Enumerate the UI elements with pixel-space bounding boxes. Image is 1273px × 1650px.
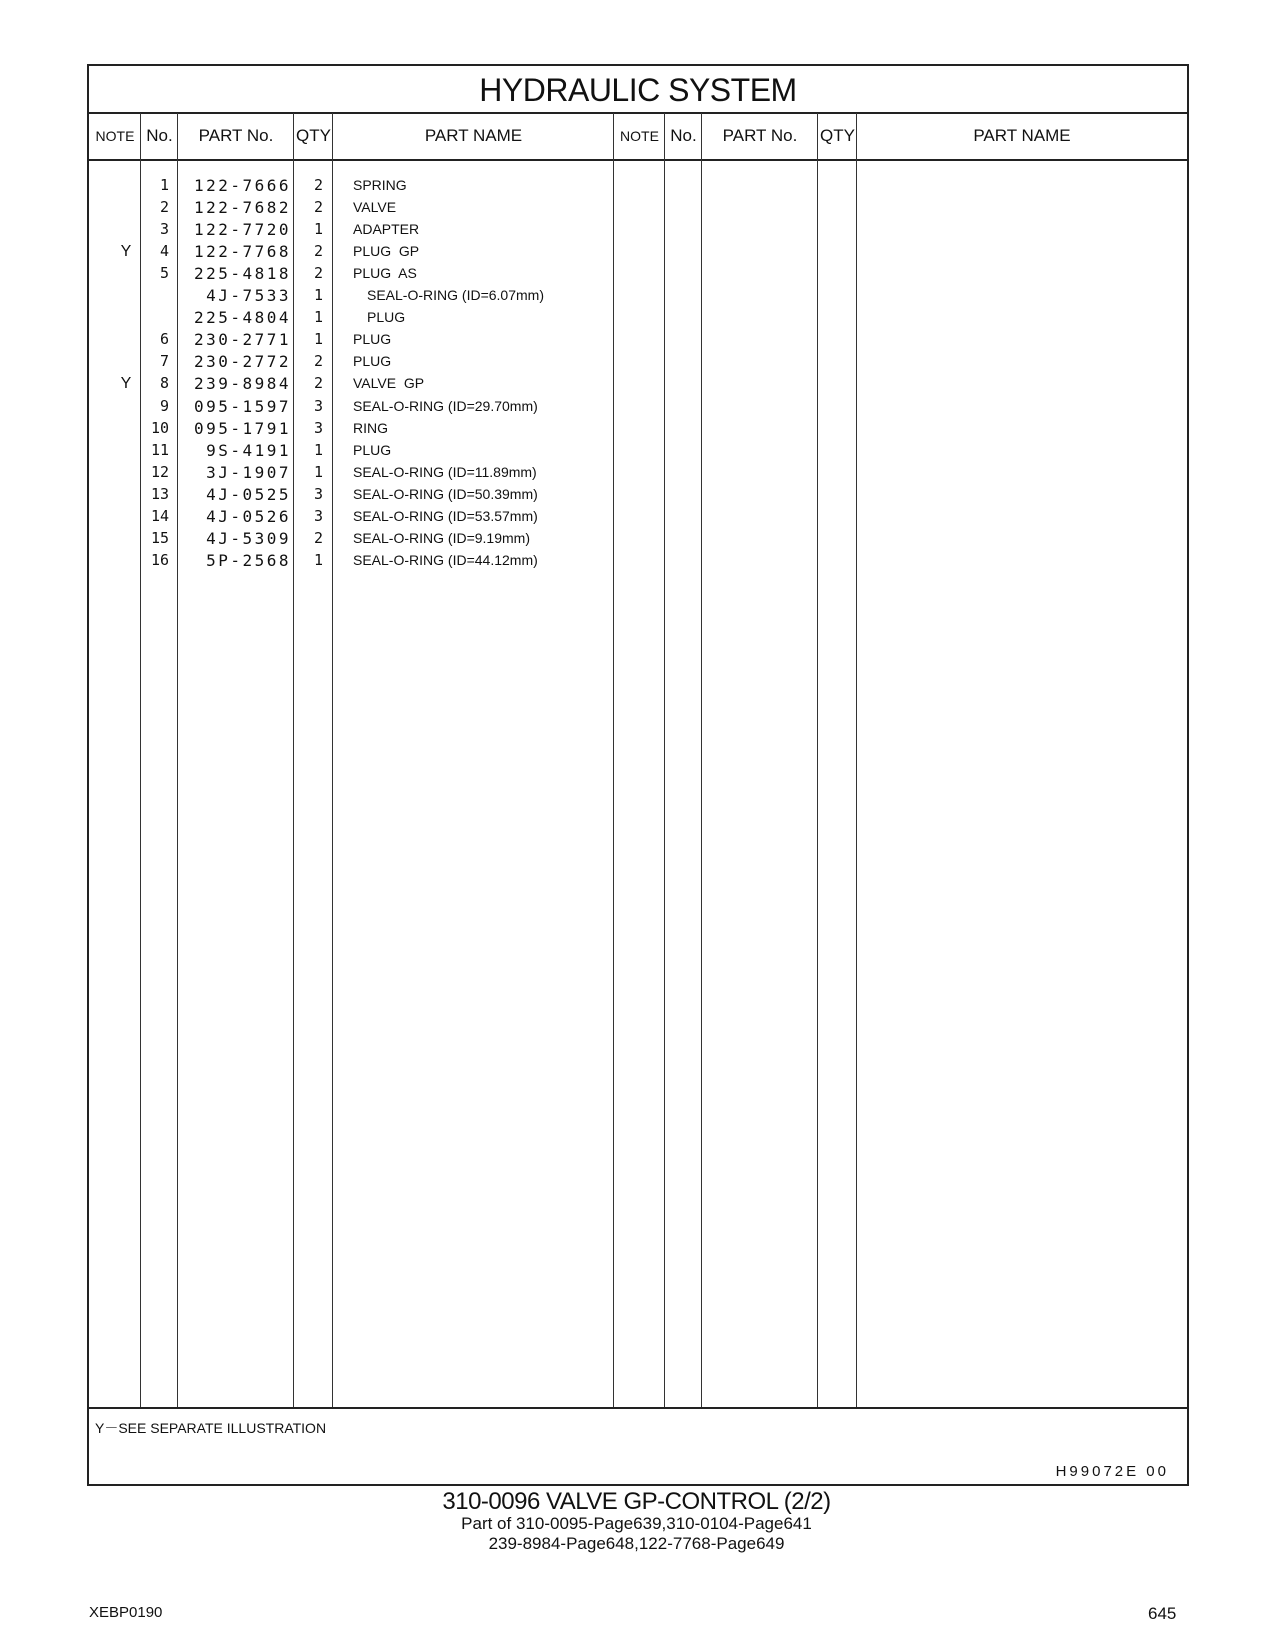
part-name-cell: VALVE GP	[353, 375, 425, 392]
item-number-cell: 9	[159, 396, 169, 415]
table-row	[89, 218, 639, 241]
item-number-cell: 8	[159, 374, 169, 393]
item-number-cell: 16	[150, 550, 169, 569]
item-number-cell: 4	[159, 242, 169, 261]
header-part-name-left: PART NAME	[424, 126, 523, 145]
table-row	[89, 306, 639, 329]
item-number-cell: 12	[150, 462, 169, 481]
item-number-cell: 6	[159, 330, 169, 349]
note-cell: Y	[120, 375, 132, 393]
quantity-cell: 3	[313, 396, 323, 415]
part-number-cell: 4J-5309	[206, 528, 291, 548]
part-number-cell: 225-4804	[193, 308, 291, 328]
part-name-cell: SEAL-O-RING (ID=50.39mm)	[353, 485, 538, 502]
quantity-cell: 3	[313, 506, 323, 525]
quantity-cell: 2	[313, 242, 323, 261]
reference-code: H99072E 00	[1055, 1463, 1169, 1480]
caption-reference-2: 239-8984-Page648,122-7768-Page649	[488, 1534, 785, 1553]
table-row	[89, 549, 639, 572]
footer-divider	[89, 1407, 1187, 1409]
table-row	[89, 461, 639, 484]
quantity-cell: 1	[313, 330, 323, 349]
table-row	[89, 439, 639, 462]
column-line	[817, 113, 818, 1408]
column-line	[856, 113, 857, 1408]
table-row	[89, 240, 639, 263]
header-no-left: No.	[146, 126, 173, 145]
table-row	[89, 395, 639, 418]
header-note-right: NOTE	[620, 128, 659, 144]
quantity-cell: 1	[313, 440, 323, 459]
part-name-cell: SEAL-O-RING (ID=9.19mm)	[353, 529, 530, 546]
part-number-cell: 122-7666	[193, 176, 291, 195]
item-number-cell: 5	[159, 264, 169, 283]
note-cell: Y	[120, 243, 132, 261]
part-name-cell: PLUG GP	[353, 243, 420, 260]
part-name-cell: ADAPTER	[353, 221, 420, 238]
part-name-cell: PLUG AS	[353, 265, 417, 282]
header-qty-left: QTY	[296, 126, 331, 145]
table-row	[89, 350, 639, 373]
header-divider	[89, 159, 1187, 161]
header-no-right: No.	[670, 126, 697, 145]
part-name-cell: VALVE	[353, 199, 397, 216]
header-qty-right: QTY	[820, 126, 855, 145]
quantity-cell: 1	[313, 308, 323, 327]
part-number-cell: 095-1791	[193, 418, 291, 438]
quantity-cell: 3	[313, 484, 323, 503]
item-number-cell: 15	[150, 528, 169, 547]
item-number-cell: 1	[159, 176, 169, 194]
part-name-cell: PLUG	[353, 441, 392, 458]
part-name-cell: PLUG	[353, 331, 392, 348]
table-row	[89, 483, 639, 506]
document-code: XEBP0190	[89, 1604, 163, 1621]
part-number-cell: 5P-2568	[206, 550, 291, 570]
part-number-cell: 230-2771	[193, 330, 291, 350]
part-name-cell: SEAL-O-RING (ID=6.07mm)	[367, 287, 544, 304]
quantity-cell: 1	[313, 550, 323, 569]
table-row	[89, 527, 639, 550]
table-row	[89, 174, 639, 197]
part-number-cell: 4J-0525	[206, 484, 291, 504]
quantity-cell: 2	[313, 352, 323, 371]
header-part-name-right: PART NAME	[973, 126, 1071, 145]
part-name-cell: SEAL-O-RING (ID=44.12mm)	[353, 551, 538, 568]
quantity-cell: 2	[313, 264, 323, 283]
quantity-cell: 2	[313, 528, 323, 547]
section-title: HYDRAULIC SYSTEM	[479, 72, 797, 108]
item-number-cell: 10	[150, 418, 169, 437]
caption-reference-1: Part of 310-0095-Page639,310-0104-Page641	[461, 1514, 812, 1533]
part-number-cell: 9S-4191	[206, 440, 291, 460]
header-part-no-right: PART No.	[722, 126, 798, 145]
quantity-cell: 1	[313, 462, 323, 481]
table-row	[89, 196, 639, 219]
table-row	[89, 328, 639, 351]
footnote: Y－SEE SEPARATE ILLUSTRATION	[95, 1420, 327, 1436]
header-part-no-left: PART No.	[198, 126, 274, 145]
part-number-cell: 3J-1907	[206, 462, 291, 482]
quantity-cell: 2	[313, 374, 323, 393]
part-number-cell: 230-2772	[193, 352, 291, 372]
table-row	[89, 372, 639, 395]
part-name-cell: PLUG	[353, 353, 392, 370]
part-number-cell: 122-7720	[193, 220, 291, 240]
item-number-cell: 14	[150, 506, 169, 525]
part-name-cell: SPRING	[353, 177, 407, 193]
parts-list-table	[87, 64, 1189, 1486]
quantity-cell: 3	[313, 418, 323, 437]
part-number-cell: 122-7682	[193, 198, 291, 218]
table-row	[89, 262, 639, 285]
part-name-cell: SEAL-O-RING (ID=53.57mm)	[353, 507, 538, 524]
page-number: 645	[1148, 1604, 1177, 1623]
table-row	[89, 505, 639, 528]
quantity-cell: 2	[313, 176, 323, 194]
table-row	[89, 284, 639, 307]
item-number-cell: 2	[159, 198, 169, 217]
part-number-cell: 122-7768	[193, 242, 291, 262]
part-name-cell: RING	[353, 419, 388, 436]
part-number-cell: 4J-0526	[206, 506, 291, 526]
header-note-left: NOTE	[95, 128, 135, 144]
part-number-cell: 225-4818	[193, 264, 291, 284]
column-line	[701, 113, 702, 1408]
caption-title: 310-0096 VALVE GP-CONTROL (2/2)	[442, 1488, 831, 1515]
part-number-cell: 4J-7533	[206, 286, 291, 306]
item-number-cell: 11	[150, 440, 169, 459]
part-name-cell: SEAL-O-RING (ID=11.89mm)	[353, 463, 537, 480]
column-line	[664, 113, 665, 1408]
item-number-cell: 13	[150, 484, 169, 503]
quantity-cell: 1	[313, 286, 323, 305]
table-row	[89, 417, 639, 440]
item-number-cell: 3	[159, 220, 169, 239]
part-name-cell: SEAL-O-RING (ID=29.70mm)	[353, 397, 538, 414]
quantity-cell: 2	[313, 198, 323, 217]
part-number-cell: 095-1597	[193, 396, 291, 416]
part-number-cell: 239-8984	[193, 374, 291, 394]
item-number-cell: 7	[159, 352, 169, 371]
part-name-cell: PLUG	[367, 309, 406, 326]
quantity-cell: 1	[313, 220, 323, 239]
